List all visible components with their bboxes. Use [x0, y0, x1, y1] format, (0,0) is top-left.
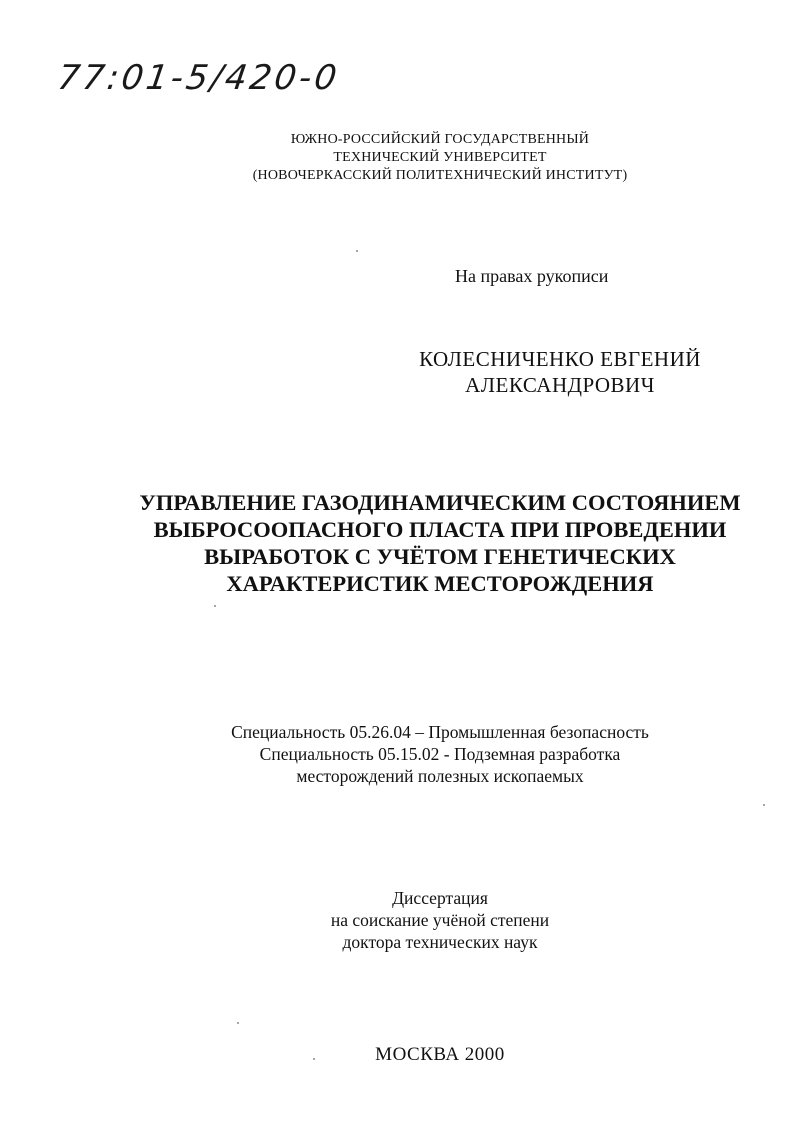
degree-line: на соискание учёной степени — [330, 910, 550, 930]
specialty-line: Специальность 05.26.04 – Промышленная безопасность — [231, 722, 649, 742]
dissertation-title — [100, 489, 780, 597]
degree-block — [230, 887, 650, 953]
city-year: МОСКВА 2000 — [375, 1044, 505, 1065]
title-line: УПРАВЛЕНИЕ ГАЗОДИНАМИЧЕСКИМ СОСТОЯНИЕМ — [139, 490, 741, 515]
manuscript-rights-note: На правах рукописи — [455, 266, 609, 286]
scan-speck — [214, 605, 216, 607]
title-line: ХАРАКТЕРИСТИК МЕСТОРОЖДЕНИЯ — [226, 571, 654, 596]
institution-line: ЮЖНО-РОССИЙСКИЙ ГОСУДАРСТВЕННЫЙ — [290, 132, 590, 147]
institution-name — [200, 131, 680, 185]
institution-line: ТЕХНИЧЕСКИЙ УНИВЕРСИТЕТ — [333, 150, 547, 165]
scan-speck — [313, 1058, 315, 1060]
handwritten-catalog-code: 77:01-5/420-0 — [55, 58, 342, 98]
author-line: АЛЕКСАНДРОВИЧ — [465, 373, 655, 397]
scan-speck — [763, 804, 765, 806]
title-line: ВЫБРОСООПАСНОГО ПЛАСТА ПРИ ПРОВЕДЕНИИ — [153, 517, 727, 542]
degree-line: доктора технических наук — [342, 932, 538, 952]
institution-line: (НОВОЧЕРКАССКИЙ ПОЛИТЕХНИЧЕСКИЙ ИНСТИТУТ) — [252, 168, 628, 183]
scan-speck — [356, 250, 358, 252]
author-line: КОЛЕСНИЧЕНКО ЕВГЕНИЙ — [419, 347, 701, 371]
specialty-line: месторождений полезных ископаемых — [296, 766, 584, 786]
scan-speck — [237, 1022, 239, 1024]
author-name — [380, 346, 740, 398]
specialty-block — [150, 721, 730, 787]
degree-line: Диссертация — [392, 888, 488, 908]
specialty-line: Специальность 05.15.02 - Подземная разработка — [259, 744, 621, 764]
title-line: ВЫРАБОТОК С УЧЁТОМ ГЕНЕТИЧЕСКИХ — [204, 544, 676, 569]
